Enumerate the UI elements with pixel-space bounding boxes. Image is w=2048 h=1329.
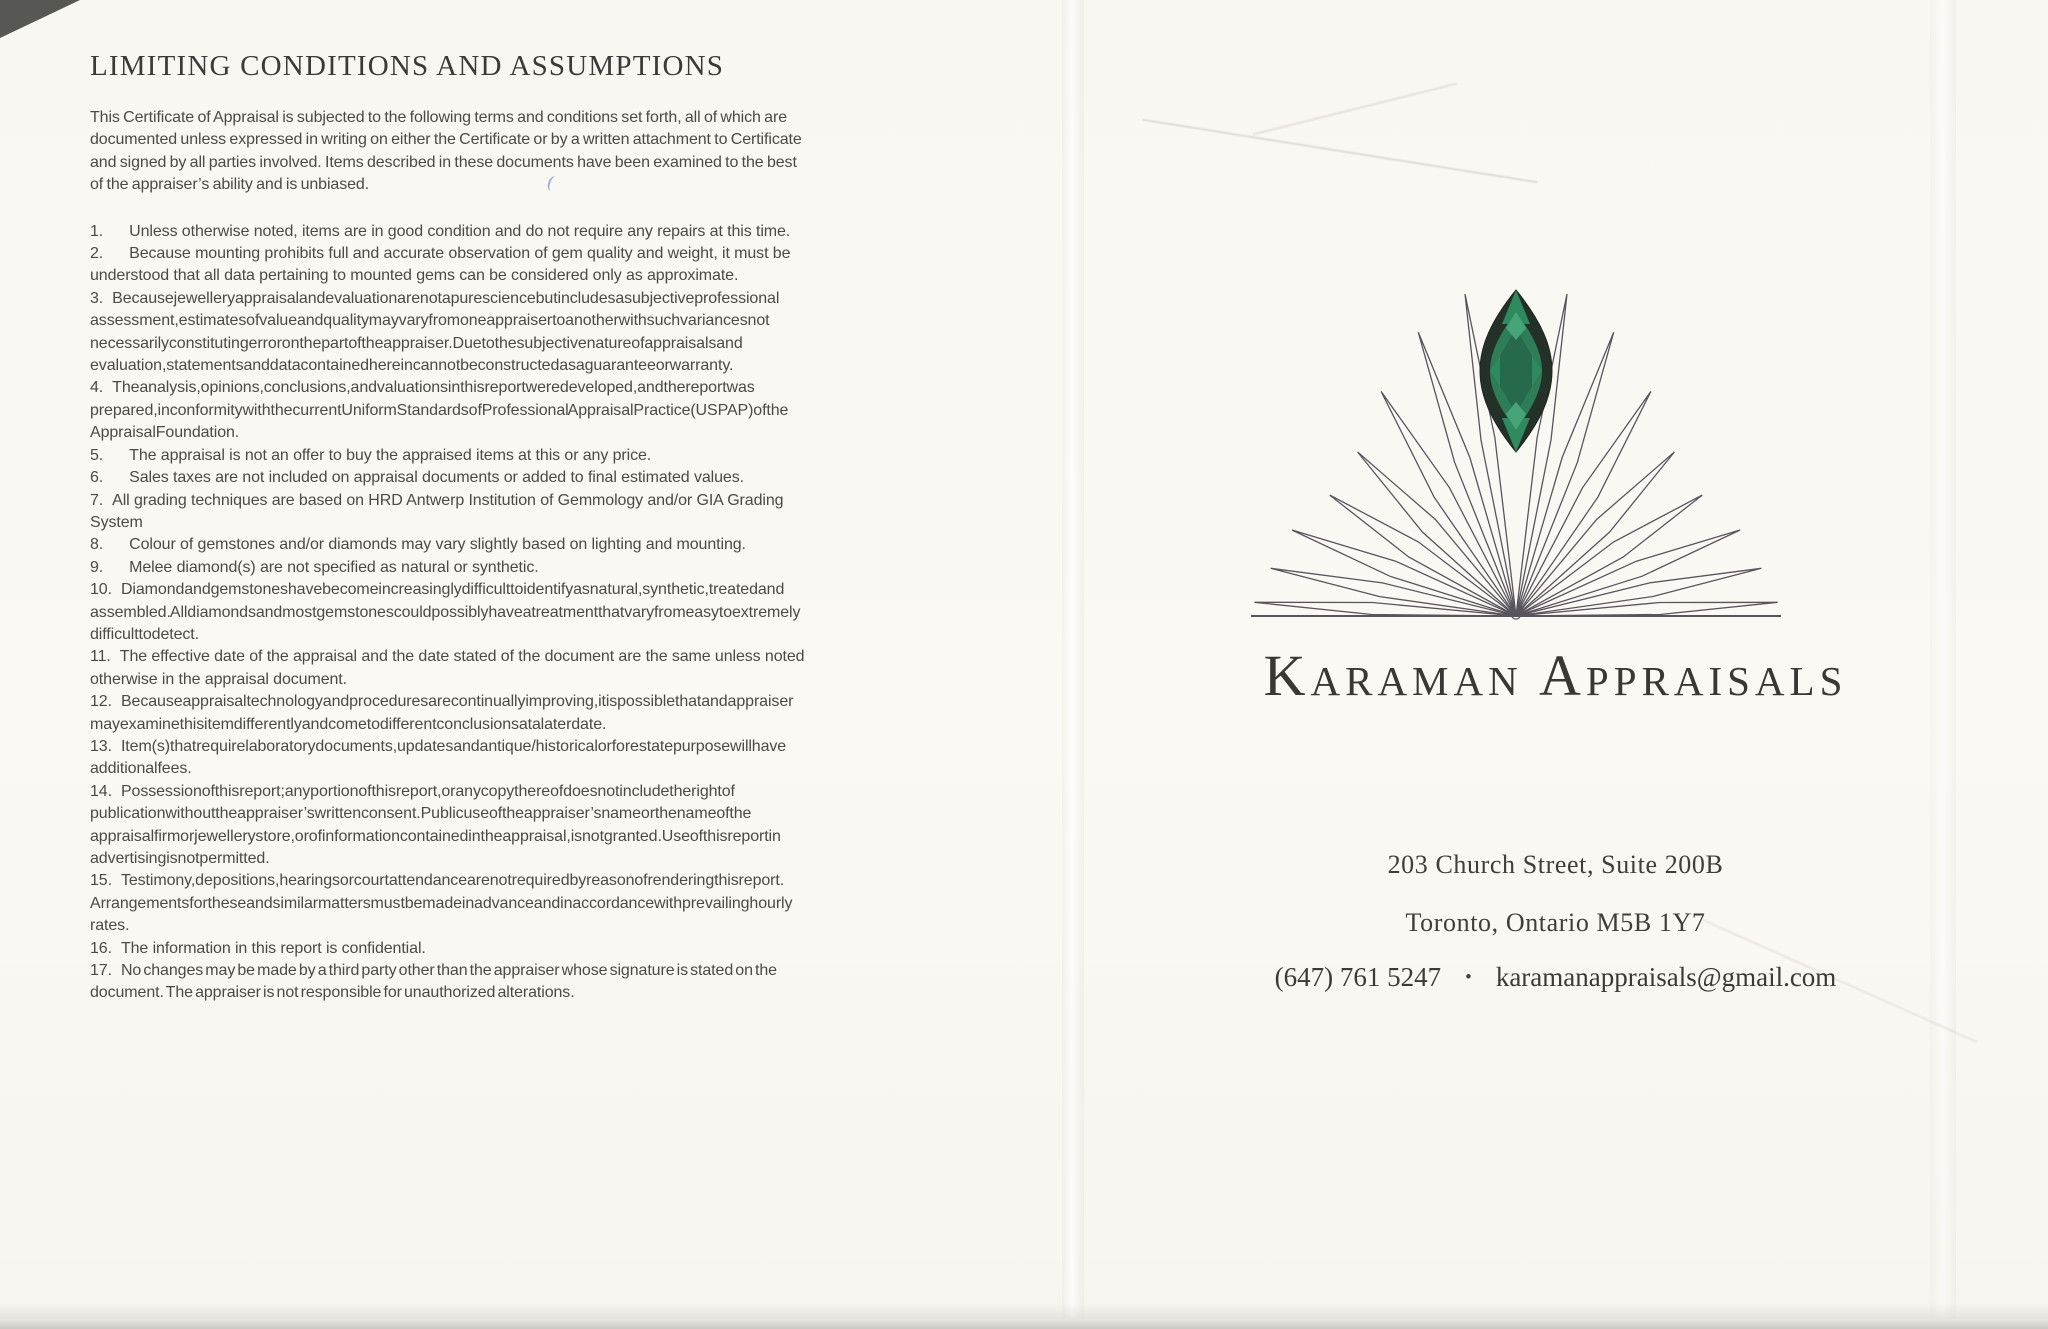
condition-text: All grading techniques are based on HRD Antwerp Institution of Gemmology and/or GIA Grading System [90,491,784,531]
condition-item [90,377,806,444]
leaf-petal [1381,391,1516,616]
email-address: karamanappraisals@gmail.com [1495,962,1837,992]
condition-item [90,691,806,736]
condition-number: 11. [90,648,111,666]
letterhead-column [1063,0,2048,1329]
condition-item [90,938,806,960]
leaf-petal [1254,602,1516,616]
condition-text: Because appraisal technology and procedures are continually improving, it is possible that and appraiser may examine this item differently and come to different conclusions at a later date. [90,693,794,733]
condition-number: 12. [90,693,112,711]
conditions-column [90,50,806,1005]
leaf-petal [1271,568,1516,616]
condition-number: 2. [90,245,104,263]
condition-text: Unless otherwise noted, items are in good condition and do not require any repairs at this time. [129,222,791,240]
condition-number: 13. [90,737,112,755]
condition-item [90,870,806,937]
condition-text: Melee diamond(s) are not specified as natural or synthetic. [129,558,539,576]
condition-text: Because jewellery appraisal and evaluation are not a pure science but includes a subjective professional assessment, estimates of value and quality may vary from one appraiser to another with such variances not necessarily constituting error on the part of the appraiser. Due to the subjective nature of appraisals and evaluation, statements and data contained herein cannot be constructed as a guarantee or warranty. [90,289,780,375]
condition-number: 3. [90,289,104,307]
condition-item [90,960,806,1005]
condition-text: Item(s) that require laboratory documents, updates and antique/historical or for estate purpose will have additional fees. [90,737,787,778]
condition-item [90,467,806,489]
condition-number: 5. [90,446,104,464]
condition-text: Possession of this report; any portion of this report, or any copy thereof does not include the right of publication without the appraiser’s written consent. Public use of the appraiser’s name or the name of the appraisal firm or jewellery store, or of information contained in the appraisal, is not granted. Use of this report in advertising is not permitted. [90,782,781,867]
condition-text: The appraisal is not an offer to buy the appraised items at this or any price. [129,446,652,464]
leaf-petal [1516,568,1761,616]
leaf-petal [1516,495,1702,616]
condition-text: The effective date of the appraisal and the date stated of the document are the same unless noted otherwise in the appraisal document. [90,648,805,688]
condition-number: 15. [90,872,112,890]
condition-number: 14. [90,782,112,800]
condition-text: Diamond and gemstones have become increasingly difficult to identify as natural, synthetic, treated and assembled. All diamonds and most gemstones could possibly have a treatment that vary from easy to extremely difficult to detect. [90,581,801,643]
condition-number: 7. [90,491,104,509]
leaf-petal [1516,602,1778,616]
condition-text: Colour of gemstones and/or diamonds may vary slightly based on lighting and mounting. [129,536,746,554]
condition-number: 10. [90,581,112,599]
condition-item [90,288,806,378]
condition-item [90,557,806,579]
emerald-lotus-logo [1196,266,1836,638]
phone-number: (647) 761 5247 [1274,962,1442,992]
scan-corner-shadow [0,0,80,38]
address-line-2: Toronto, Ontario M5B 1Y7 [1405,908,1706,937]
condition-text: Testimony, depositions, hearings or court attendance are not required by reason of rendering this report. Arrangements for these and similar matters must be made in advance and in accordance with prevailing hourly rates. [90,872,793,935]
condition-item [90,646,806,691]
leaf-petal [1516,530,1740,616]
condition-text: The information in this report is confidential. [120,939,426,957]
conditions-list [90,221,806,1005]
condition-number: 17. [90,962,112,980]
leaf-petal [1292,530,1516,616]
condition-number: 8. [90,536,104,554]
condition-item [90,243,806,288]
address-line-1: 203 Church Street, Suite 200B [1387,850,1724,879]
condition-number: 4. [90,379,104,397]
intro-paragraph: This Certificate of Appraisal is subjected to the following terms and conditions set forth, all of which are documented unless expressed in writing on either the Certificate or by a written attachment to Certificate and signed by all parties involved. Items described in these documents have been examined to the best of the appraiser’s ability and is unbiased. [90,109,802,194]
condition-item [90,736,806,781]
condition-number: 1. [90,222,104,240]
condition-text: The analysis, opinions, conclusions, and valuations in this report were developed, and the report was prepared, in conformity with the current Uniform Standards of Professional Appraisal Practice (USPAP) of the Appraisal Foundation. [90,379,789,442]
contact-line [1063,962,2048,993]
condition-item [90,579,806,646]
leaf-petal [1330,495,1516,616]
condition-item [90,490,806,535]
bullet-separator: • [1465,967,1472,988]
condition-number: 9. [90,558,104,576]
condition-item [90,781,806,871]
condition-number: 6. [90,469,104,487]
page-title: LIMITING CONDITIONS AND ASSUMPTIONS [90,50,725,82]
condition-text: Because mounting prohibits full and accurate observation of gem quality and weight, it must be understood that all data pertaining to mounted gems can be considered only as approximate. [90,245,791,285]
condition-item [90,534,806,556]
condition-item [90,221,806,243]
leaf-petal [1516,391,1651,616]
emerald-gem-icon [1480,290,1552,452]
condition-item [90,445,806,467]
condition-text: Sales taxes are not included on appraisal documents or added to final estimated values. [129,469,744,487]
condition-text: No changes may be made by a third party other than the appraiser whose signature is stated on the document. The appraiser is not responsible for unauthorized alterations. [90,962,777,1002]
brand-name: Karaman Appraisals [1263,643,1848,708]
condition-number: 16. [90,939,112,957]
